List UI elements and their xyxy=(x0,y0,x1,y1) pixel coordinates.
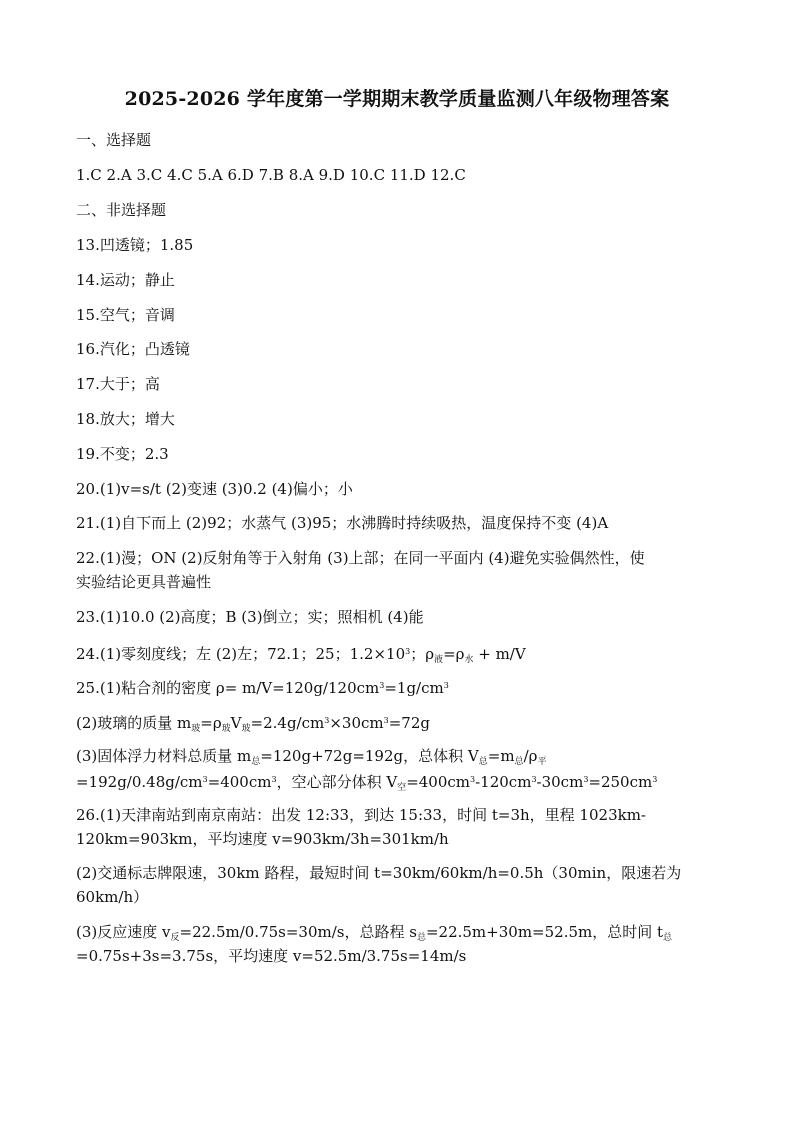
answer-19: 19.不变；2.3 xyxy=(76,445,169,463)
text-run: =1g/cm xyxy=(384,679,444,697)
text-run: 24.(1)零刻度线；左 (2)左；72.1；25；1.2×10 xyxy=(76,645,406,663)
answer-26-part2-line1: (2)交通标志牌限速，30km 路程，最短时间 t=30km/60km/h=0.5h（30min，限速若为 xyxy=(76,864,682,882)
text-run: + m/V xyxy=(473,645,526,663)
superscript: 3 xyxy=(324,716,330,725)
answer-26-part1-line1: 26.(1)天津南站到南京南站：出发 12:33，到达 15:33，时间 t=3h，里程 1023km- xyxy=(76,806,646,824)
subscript: 总 xyxy=(416,933,426,943)
superscript: 3 xyxy=(583,775,589,784)
answer-26-part2-line2: 60km/h） xyxy=(76,888,149,906)
text-run: =22.5m/0.75s=30m/s，总路程 s xyxy=(179,923,417,941)
answer-15: 15.空气；音调 xyxy=(76,306,175,324)
answer-26-part1-line2: 120km=903km，平均速度 v=903km/3h=301km/h xyxy=(76,830,449,848)
text-run: -120cm xyxy=(475,773,532,791)
choice-answers: 1.C 2.A 3.C 4.C 5.A 6.D 7.B 8.A 9.D 10.C 11.D 12.C xyxy=(76,166,466,184)
subscript: 玻 xyxy=(221,724,231,734)
text-run: =ρ xyxy=(443,645,465,663)
answer-18: 18.放大；增大 xyxy=(76,410,175,428)
text-run: (2)玻璃的质量 m xyxy=(76,714,192,732)
answer-17: 17.大于；高 xyxy=(76,375,160,393)
text-run: =400cm xyxy=(406,773,471,791)
subscript: 总 xyxy=(514,757,524,767)
subscript: 反 xyxy=(170,933,180,943)
answer-22-line1: 22.(1)漫；ON (2)反射角等于入射角 (3)上部；在同一平面内 (4)避免实验偶然性，使 xyxy=(76,549,645,567)
text-run: =192g/0.48g/cm xyxy=(76,773,203,791)
text-run: (3)反应速度 v xyxy=(76,923,171,941)
superscript: 3 xyxy=(470,775,476,784)
text-run: (3)固体浮力材料总质量 m xyxy=(76,747,252,765)
answer-20: 20.(1)v=s/t (2)变速 (3)0.2 (4)偏小；小 xyxy=(76,480,353,498)
section-heading-nonchoice: 二、非选择题 xyxy=(76,201,167,219)
superscript: 3 xyxy=(271,775,277,784)
answer-22-line2: 实验结论更具普遍性 xyxy=(76,573,212,591)
text-run: ；ρ xyxy=(410,645,435,663)
answer-16: 16.汽化；凸透镜 xyxy=(76,340,190,358)
answer-25-part1 xyxy=(76,674,449,700)
superscript: 3 xyxy=(202,775,208,784)
answer-25-part2 xyxy=(76,709,430,741)
superscript: 3 xyxy=(443,681,449,690)
superscript: 3 xyxy=(379,681,385,690)
subscript: 总 xyxy=(251,757,261,767)
text-run: =120g+72g=192g，总体积 V xyxy=(260,747,479,765)
text-run: ×30cm xyxy=(329,714,384,732)
answer-26-part3-line2: =0.75s+3s=3.75s，平均速度 v=52.5m/3.75s=14m/s xyxy=(76,947,467,965)
subscript: 空 xyxy=(397,783,407,793)
text-run: 25.(1)粘合剂的密度 ρ= m/V=120g/120cm xyxy=(76,679,380,697)
answer-23: 23.(1)10.0 (2)高度；B (3)倒立；实；照相机 (4)能 xyxy=(76,608,424,626)
subscript: 总 xyxy=(478,757,488,767)
text-run: ，空心部分体积 V xyxy=(276,773,398,791)
text-run: =250cm xyxy=(588,773,653,791)
text-run: =2.4g/cm xyxy=(250,714,325,732)
text-run: =72g xyxy=(388,714,430,732)
text-run: =400cm xyxy=(207,773,272,791)
subscript: 平 xyxy=(537,757,547,767)
answer-24 xyxy=(76,640,526,672)
subscript: 总 xyxy=(663,933,673,943)
section-heading-choice: 一、选择题 xyxy=(76,131,152,149)
answer-13: 13.凹透镜；1.85 xyxy=(76,236,194,254)
page-title: 2025-2026 学年度第一学期期末教学质量监测八年级物理答案 xyxy=(124,88,670,110)
text-run: =m xyxy=(487,747,515,765)
superscript: 3 xyxy=(405,647,411,656)
answer-14: 14.运动；静止 xyxy=(76,271,175,289)
subscript: 水 xyxy=(464,655,474,665)
superscript: 3 xyxy=(383,716,389,725)
subscript: 液 xyxy=(434,655,444,665)
text-run: V xyxy=(230,714,242,732)
superscript: 3 xyxy=(652,775,658,784)
subscript: 玻 xyxy=(241,724,251,734)
answer-25-part3-line2 xyxy=(76,768,657,800)
text-run: =ρ xyxy=(200,714,222,732)
text-run: =22.5m+30m=52.5m，总时间 t xyxy=(425,923,664,941)
superscript: 3 xyxy=(531,775,537,784)
text-run: -30cm xyxy=(536,773,584,791)
subscript: 玻 xyxy=(191,724,201,734)
text-run: /ρ xyxy=(523,747,538,765)
answer-21: 21.(1)自下而上 (2)92；水蒸气 (3)95；水沸腾时持续吸热，温度保持不变 (4)A xyxy=(76,514,609,532)
